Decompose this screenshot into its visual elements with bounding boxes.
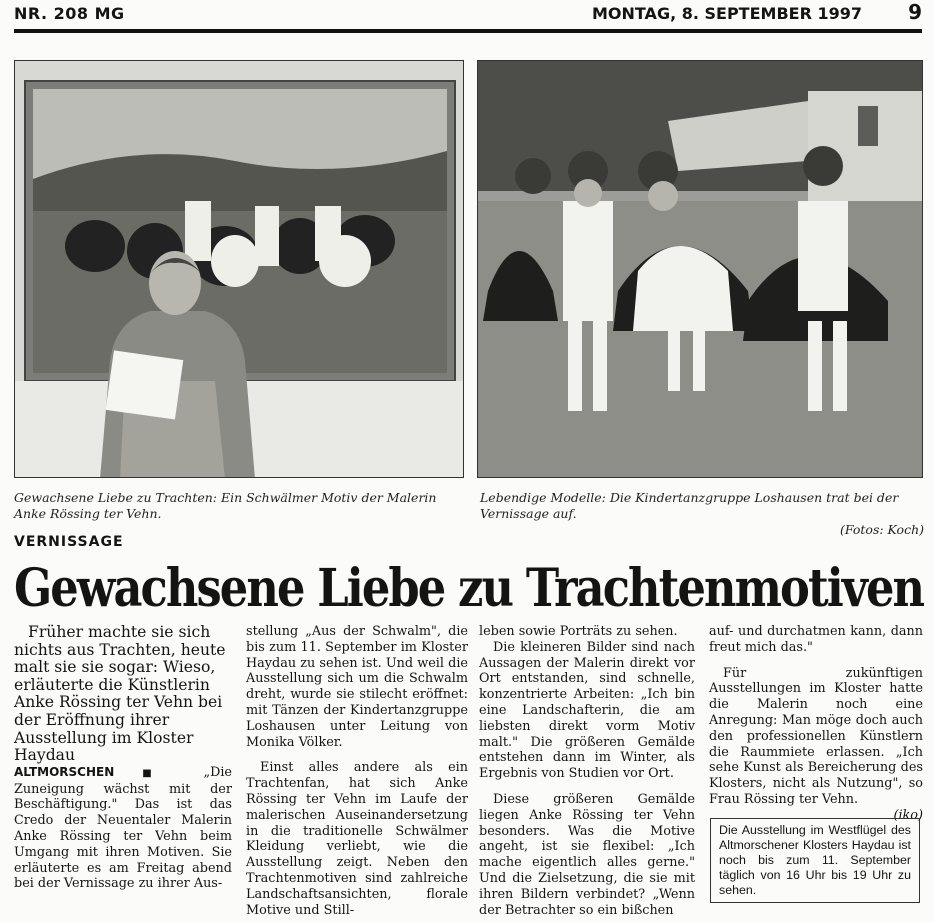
article-column-3 — [479, 624, 695, 918]
children-dance-group-photo — [477, 60, 923, 478]
publication-date: MONTAG, 8. SEPTEMBER 1997 — [591, 4, 862, 23]
left-photo-caption: Gewachsene Liebe zu Trachten: Ein Schwälmer Motiv der Malerin Anke Rössing ter Vehn. — [14, 490, 437, 521]
painting-with-artist-photo — [14, 60, 464, 478]
dateline-separator: ■ — [142, 767, 176, 779]
body-paragraph: stellung „Aus der Schwalm", die bis zum 11. September im Kloster Haydau zu sehen ist. Und weil die Ausstellung sich um die Schwalm dreht, wurde sie stilecht eröffnet: mit Tänzen der Kindertanzgruppe Loshausen unter Leitung von Monika Völker. — [246, 624, 468, 750]
body-paragraph: Diese größeren Gemälde liegen Anke Rössing ter Vehn besonders. Was die Motive angeht, ist sie flexibel: „Ich mache eigentlich alles gerne." Und die Zielsetzung, die sie mit ihren Bildern verbindet? „Wenn der Betrachter so ein bißchen — [479, 791, 695, 918]
page-number: 9 — [908, 0, 922, 24]
lead-paragraph: Früher machte sie sich nichts aus Trachten, heute malt sie sie sogar: Wieso, erläuterte die Künstlerin Anke Rössing ter Vehn bei der Eröffnung ihrer Ausstellung im Kloster Haydau — [14, 623, 226, 765]
photo-credit: (Fotos: Koch) — [840, 522, 924, 537]
right-caption-text: Lebendige Modelle: Die Kindertanzgruppe Loshausen trat bei der Vernissage auf. — [480, 490, 899, 521]
body-paragraph: auf- und durchatmen kann, dann freut mich das." — [709, 624, 923, 655]
body-paragraph — [14, 765, 232, 892]
article-column-1 — [14, 624, 232, 892]
body-paragraph: Für zukünftigen Ausstellungen im Kloster hatte die Malerin noch eine Anregung: Man möge doch auch den professionellen Künstlern die Raummiete erlassen. „Ich sehe Kunst als Bereicherung des Klosters, nicht als Nutzung", so Frau Rössing ter Vehn. — [709, 665, 923, 807]
right-photo-caption — [480, 490, 924, 538]
headline: Gewachsene Liebe zu Trachtenmotiven — [14, 558, 924, 619]
article-column-4 — [709, 624, 923, 824]
body-paragraph: Die kleineren Bilder sind nach Aussagen der Malerin direkt vor Ort entstanden, sind schnelle, konzentrierte Arbeiten: „Ich bin eine Landschafterin, die am liebsten direkt vorm Motiv malt." Die größeren Gemälde entstehen dann im Winter, als Ergebnis von Studien vor Ort. — [479, 639, 695, 782]
body-paragraph: leben sowie Porträts zu sehen. — [479, 624, 678, 639]
author-initials: (iko) — [893, 807, 923, 823]
exhibition-info-box: Die Ausstellung im Westflügel des Altmorschener Klosters Haydau ist noch bis zum 11. September täglich von 16 Uhr bis 19 Uhr zu sehen. — [710, 818, 920, 903]
masthead-rule — [14, 29, 922, 33]
dateline: ALTMORSCHEN — [14, 764, 115, 779]
body-text: „Die Zuneigung wächst mit der Beschäftigung." Das ist das Credo der Neuentaler Malerin Anke Rössing ter Vehn beim Umgang mit ihren Motiven. Sie erläuterte es am Freitag abend bei der Vernissage zu ihrer Aus- — [14, 764, 232, 892]
section-kicker: VERNISSAGE — [14, 534, 124, 550]
body-paragraph: Einst alles andere als ein Trachtenfan, hat sich Anke Rössing ter Vehn im Laufe der malerischen Auseinandersetzung in die traditionelle Schwälmer Kleidung verliebt, wie die Ausstellung zeigt. Neben den Trachtenmotiven sind zahlreiche Landschaftsansichten, florale Motive und Still- — [246, 760, 468, 918]
article-column-2 — [246, 624, 468, 918]
issue-number: NR. 208 MG — [14, 4, 125, 23]
